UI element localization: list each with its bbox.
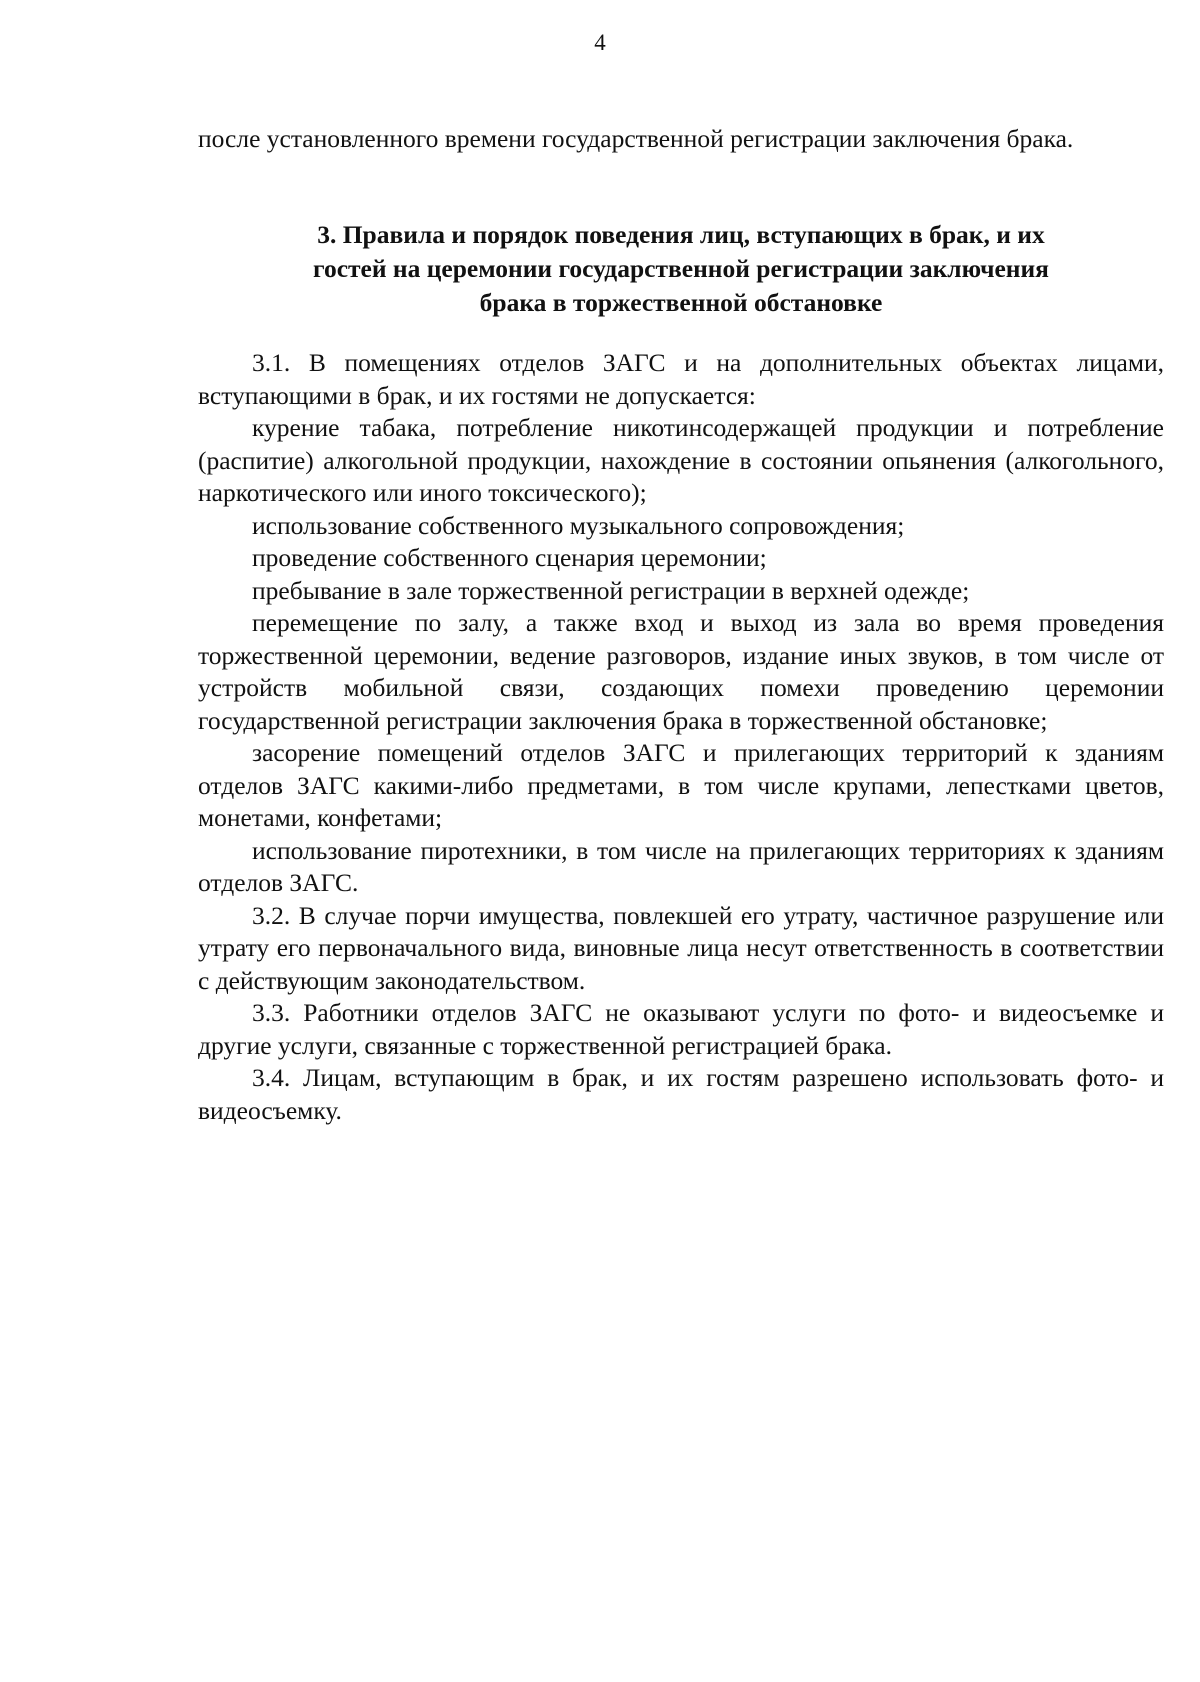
list-item-pyrotechnics: использование пиротехники, в том числе на прилегающих территориях к зданиям отделов ЗАГС. xyxy=(198,835,1164,897)
continuation-paragraph: после установленного времени государственной регистрации заключения брака. xyxy=(198,124,1074,153)
paragraph-3-2: 3.2. В случае порчи имущества, повлекшей его утрату, частичное разрушение или утрату его первоначального вида, виновные лица несут ответственность в соответствии с действующим законодательством. xyxy=(198,900,1164,995)
list-item-outerwear: пребывание в зале торжественной регистрации в верхней одежде; xyxy=(252,575,970,605)
continuation-paragraph-block xyxy=(198,123,1164,156)
paragraph-3-3: 3.3. Работники отделов ЗАГС не оказывают услуги по фото- и видеосъемке и другие услуги, связанные с торжественной регистрацией брака. xyxy=(198,998,1164,1060)
paragraph-3-1: 3.1. В помещениях отделов ЗАГС и на дополнительных объектах лицами, вступающими в брак, и их гостями не допускается: xyxy=(198,348,1164,410)
list-item-own-scenario: проведение собственного сценария церемонии; xyxy=(252,543,767,572)
section-body xyxy=(198,347,1164,1127)
section-heading-line-1: 3. Правила и порядок поведения лиц, вступающих в брак, и их xyxy=(317,220,1045,249)
section-heading-line-2: гостей на церемонии государственной регистрации заключения xyxy=(313,254,1049,283)
list-item-own-music: использование собственного музыкального сопровождения; xyxy=(252,510,905,540)
list-item-smoking-alcohol: курение табака, потребление никотинсодержащей продукции и потребление (распитие) алкогольной продукции, нахождение в состоянии опьянения (алкогольного, наркотического или иного токсического); xyxy=(198,413,1164,507)
list-item-littering: засорение помещений отделов ЗАГС и прилегающих территорий к зданиям отделов ЗАГС какими-либо предметами, в том числе крупами, лепестками цветов, монетами, конфетами; xyxy=(198,738,1164,832)
list-item-movement-noise: перемещение по залу, а также вход и выход из зала во время проведения торжественной церемонии, ведение разговоров, издание иных звуков, в том числе от устройств мобильной связи, создающих помехи проведению церемонии государственной регистрации заключения брака в торжественной обстановке; xyxy=(198,608,1164,735)
section-heading xyxy=(198,218,1164,320)
paragraph-3-4: 3.4. Лицам, вступающим в брак, и их гостям разрешено использовать фото- и видеосъемку. xyxy=(198,1063,1164,1125)
page-number: 4 xyxy=(594,30,606,55)
section-heading-line-3: брака в торжественной обстановке xyxy=(479,288,883,317)
